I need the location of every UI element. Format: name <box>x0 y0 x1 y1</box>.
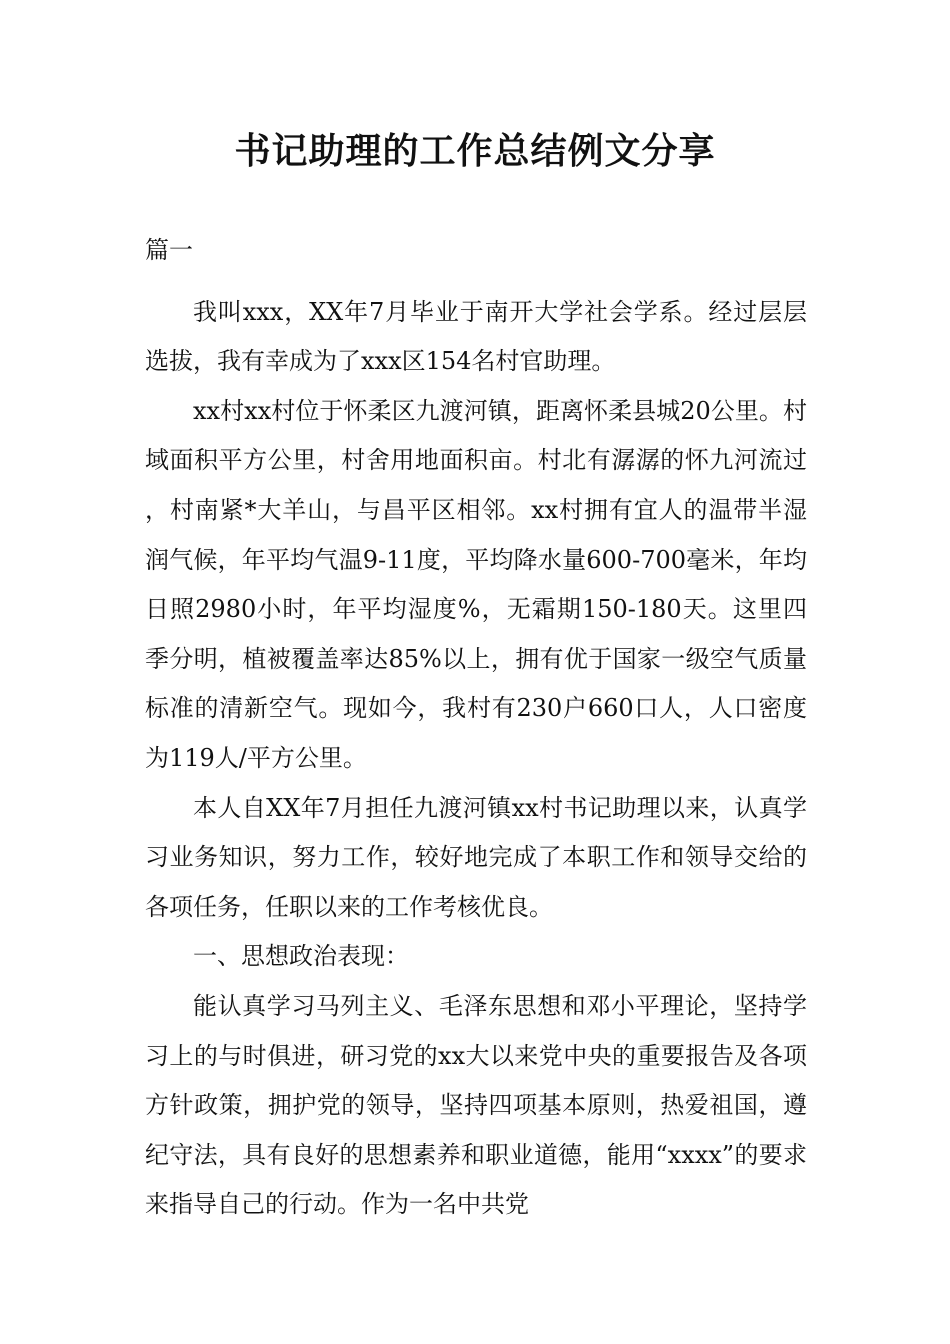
paragraph-political-performance: 能认真学习马列主义、毛泽东思想和邓小平理论，坚持学习上的与时俱进，研习党的xx大以来党中央的重要报告及各项方针政策，拥护党的领导，坚持四项基本原则，热爱祖国，遵纪守法，具有良好的思想素养和职业道德，能用“xxxx”的要求来指导自己的行动。作为一名中共党 <box>145 991 807 1219</box>
paragraph-work-summary: 本人自XX年7月担任九渡河镇xx村书记助理以来，认真学习业务知识，努力工作，较好地完成了本职工作和领导交给的各项任务，任职以来的工作考核优良。 <box>145 793 807 921</box>
paragraph-intro: 我叫xxx，XX年7月毕业于南开大学社会学系。经过层层选拔，我有幸成为了xxx区154名村官助理。 <box>145 297 807 376</box>
section-label: 篇一 <box>145 236 193 264</box>
document-title: 书记助理的工作总结例文分享 <box>234 131 716 172</box>
section-heading-political-performance: 一、思想政治表现： <box>193 942 409 971</box>
document-body <box>145 226 807 1230</box>
paragraph-village-description: xx村xx村位于怀柔区九渡河镇，距离怀柔县城20公里。村域面积平方公里，村舍用地面积亩。村北有潺潺的怀九河流过，村南紧*大羊山，与昌平区相邻。xx村拥有宜人的温带半湿润气候，年平均气温9-11度，平均降水量600-700毫米，年均日照2980小时，年平均湿度%，无霜期150-180天。这里四季分明，植被覆盖率达85%以上，拥有优于国家一级空气质量标准的清新空气。现如今，我村有230户660口人，人口密度为119人/平方公里。 <box>145 396 807 772</box>
